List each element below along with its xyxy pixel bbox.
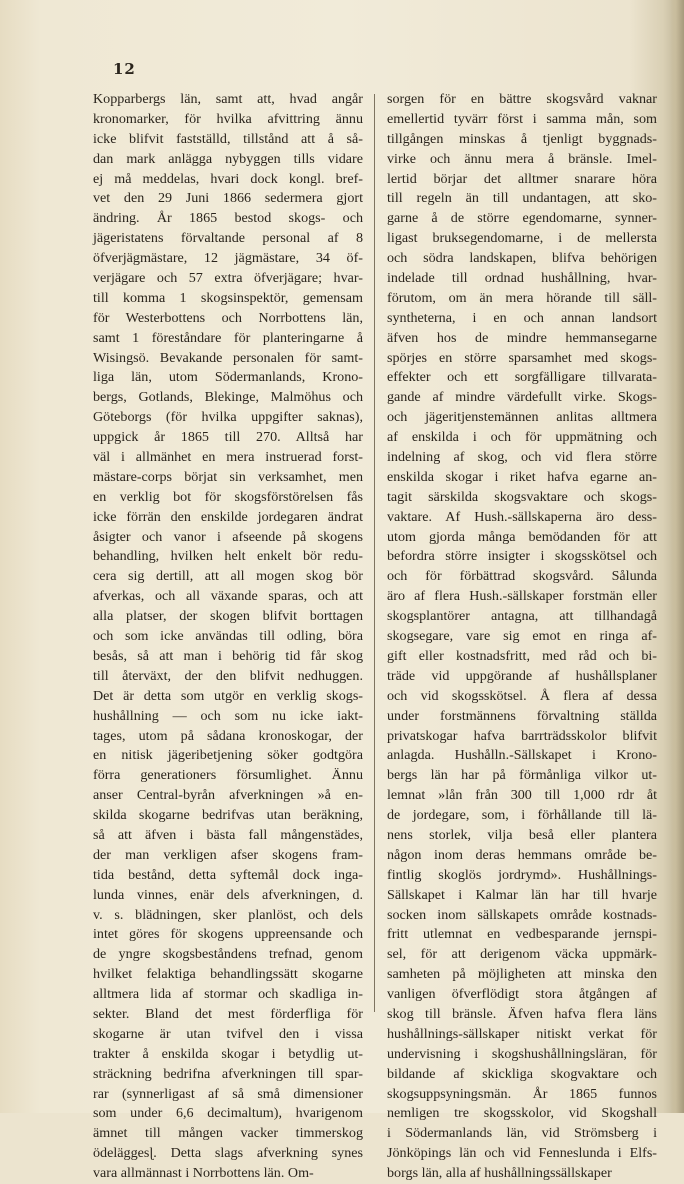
text-line: befordra större insigter i skogsskötsel och: [387, 548, 657, 565]
text-line: liga län, utom Södermanlands, Krono-: [93, 369, 363, 386]
text-line: vet den 29 Juni 1866 sedermera gjort: [93, 190, 363, 207]
text-line: Det är detta som utgör en verklig skogs-: [93, 687, 363, 704]
text-line: dan mark anlägga nybyggen tills vidare: [93, 150, 363, 167]
text-line: hvilket felaktiga behandlingssätt skogarne: [93, 966, 363, 983]
text-line: syntheterna, i en och annan landsort: [387, 309, 657, 326]
text-line: indelning af skog, och vid flera större: [387, 449, 657, 466]
text-line: vanligen öfverflödigt stora åtgången af: [387, 986, 657, 1003]
text-line: trakter å enskilda skogar i betydlig ut-: [93, 1045, 363, 1062]
text-line: för Westerbottens och Norrbottens län,: [93, 309, 363, 326]
text-line: afverkas, och all växande sparas, och att: [93, 588, 363, 605]
text-line: privatskogar hafva barrträdsskolor blifvit: [387, 727, 657, 744]
text-line: anser Central-byrån afverkningen »å en-: [93, 787, 363, 804]
text-line: garne å de större egendomarne, synner-: [387, 210, 657, 227]
column-divider: [374, 94, 375, 1012]
text-line: skogsegare, vare sig emot en ringa af-: [387, 628, 657, 645]
text-line: bergs, Gotlands, Blekinge, Malmöhus och: [93, 389, 363, 406]
text-line: Wisingsö. Bevakande personalen för samt-: [93, 349, 363, 366]
text-line: förutom, om än mera hörande till säll-: [387, 289, 657, 306]
text-line: och som icke användas till odling, böra: [93, 628, 363, 645]
text-line: Kopparbergs län, samt att, hvad angår: [93, 91, 363, 107]
text-line: tages, utom på sådana kronoskogar, der: [93, 727, 363, 744]
text-line: rar (synnerligast af så små dimensioner: [93, 1085, 363, 1102]
text-line: till återväxt, der den blifvit nedhuggen.: [93, 667, 363, 684]
text-line: förra generationers försumlighet. Ännu: [93, 767, 363, 784]
text-line: cera sig dertill, att all mogen skog bör: [93, 568, 363, 585]
text-line: till komma 1 skogsinspektör, gemensam: [93, 289, 363, 306]
text-line: som under 6,6 decimaltum), hvarigenom: [93, 1105, 363, 1122]
text-line: sorgen för en bättre skogsvård vaknar: [387, 91, 657, 107]
text-line: skogarne är utan tvifvel den i vissa: [93, 1025, 363, 1042]
text-line: samheten på möjligheten att minska den: [387, 966, 657, 983]
text-line: utom gjorda många bemödanden för att: [387, 528, 657, 545]
text-line: skogsplantörer antagna, att tillhandagå: [387, 608, 657, 625]
text-line: de yngre skogsbeståndens trefnad, genom: [93, 946, 363, 963]
text-line: alla platser, der skogen blifvit borttagen: [93, 608, 363, 625]
text-line: emellertid tyvärr först i samma mån, som: [387, 110, 657, 127]
text-line: de jordegare, som, i förhållande till lä-: [387, 807, 657, 824]
text-line: ej må meddelas, hvari dock kongl. bref-: [93, 170, 363, 187]
text-line: och vid skogsskötsel. Å flera af dessa: [387, 687, 657, 704]
text-line: tagit särskilda skogsvaktare och skogs-: [387, 488, 657, 505]
text-line: Göteborgs (för hvilka uppgifter saknas),: [93, 409, 363, 426]
text-line: under forstmännens förvaltning ställda: [387, 707, 657, 724]
text-line: äro af flera Hush.-sällskaper forstmän eller: [387, 588, 657, 605]
text-line: hushållnings-sällskaper nitiskt verkat för: [387, 1025, 657, 1042]
text-line: gift eller kostnadsfritt, med råd och bi-: [387, 647, 657, 664]
text-line: enskilda skogar i riket hafva egarne an-: [387, 468, 657, 485]
right-column: [387, 90, 657, 1184]
text-line: ämnet till mången vacker timmerskog: [93, 1125, 363, 1142]
text-line: och jägeritjenstemännen anlitas alltmera: [387, 409, 657, 426]
text-line: effekter och ett sorgfälligare tillvarata-: [387, 369, 657, 386]
text-line: v. s. blädningen, sker planlöst, och dels: [93, 906, 363, 923]
text-line: icke förrän den enskilde jordegaren ändrat: [93, 508, 363, 525]
text-line: gande af mindre värdefullt virke. Skogs-: [387, 389, 657, 406]
text-line: lemnat »lån från 300 till 1,000 rdr åt: [387, 787, 657, 804]
text-line: alltmera lida af stormar och skadliga in-: [93, 986, 363, 1003]
left-column: [93, 90, 363, 1184]
text-line: till regeln än till undantagen, att sko-: [387, 190, 657, 207]
text-line: skog till bränsle. Äfven hafva flera läns: [387, 1005, 657, 1022]
text-line: anlagda. Hushålln.-Sällskapet i Krono-: [387, 747, 657, 764]
text-line: en nitisk jägeribetjening söker godtgöra: [93, 747, 363, 764]
text-line: mästare-corps börjat sin verksamhet, men: [93, 468, 363, 485]
page-edge: [670, 0, 684, 1113]
text-line: virke och ännu mera å bränsle. Imel-: [387, 150, 657, 167]
text-line: besås, så att man i behörig tid får skog: [93, 647, 363, 664]
text-line: hushållning — och som nu icke iakt-: [93, 707, 363, 724]
text-line: socken inom sällskapets område kostnads-: [387, 906, 657, 923]
text-line: tillgången minskas å tjenligt byggnads-: [387, 130, 657, 147]
text-line: lunda vinnes, enär dels afverkningen, d.: [93, 886, 363, 903]
text-line: sekter. Bland det mest förderfliga för: [93, 1005, 363, 1022]
text-line: en verklig bot för skogsförstörelsen fås: [93, 488, 363, 505]
text-line: spörjes en större sparsamhet med skogs-: [387, 349, 657, 366]
text-line: bildande af skickliga skogvaktare och: [387, 1065, 657, 1082]
text-line: och för förbättrad skogsvård. Sålunda: [387, 568, 657, 585]
text-line: fritt utlemnat en vedbesparande jernspi-: [387, 926, 657, 943]
text-line: vaktare. Af Hush.-sällskaperna äro dess-: [387, 508, 657, 525]
text-line: bergs län har på förmånliga vilkor ut-: [387, 767, 657, 784]
text-line: öfverjägmästare, 12 jägmästare, 34 öf-: [93, 250, 363, 267]
text-line: af enskilda i och för uppmätning och: [387, 429, 657, 446]
text-line: skogsuppsyningsmän. År 1865 funnos: [387, 1085, 657, 1102]
text-line: samt 1 föreståndare för planteringarne å: [93, 329, 363, 346]
text-line: indelade till ordnad hushållning, hvar-: [387, 270, 657, 287]
text-line: i Södermanlands län, vid Strömsberg i: [387, 1125, 657, 1142]
text-line: sträckning bedrifna afverkningen till spar-: [93, 1065, 363, 1082]
text-line: ligast bruksegendomarne, i de mellersta: [387, 230, 657, 247]
text-line: ödeläggesɭ. Detta slags afverkning synes: [93, 1145, 363, 1162]
text-line: der man verkligen afser skogens fram-: [93, 846, 363, 863]
text-line: uppgick år 1865 till 270. Alltså har: [93, 429, 363, 446]
text-line: vara allmännast i Norrbottens län. Om-: [93, 1165, 314, 1182]
text-line: borgs län, alla af hushållningssällskaper: [387, 1165, 612, 1182]
text-line: kronomarker, för hvilka afvittring ännu: [93, 110, 363, 127]
text-line: undervisning i skogshushållningsläran, för: [387, 1045, 657, 1062]
text-line: fintlig skoglös jordrymd». Hushållnings-: [387, 866, 657, 883]
page-number: 12: [113, 60, 136, 78]
text-line: äfven hos de mindre hemmansegarne: [387, 329, 657, 346]
text-line: och södra landskapen, blifva behörigen: [387, 250, 657, 267]
text-line: nemligen tre skogsskolor, vid Skogshall: [387, 1105, 657, 1122]
text-line: nens storlek, vilja beså eller plantera: [387, 826, 657, 843]
text-line: tida bestånd, detta syftemål dock inga-: [93, 866, 363, 883]
text-line: lertid börjar det alltmer snarare höra: [387, 170, 657, 187]
text-line: verjägare och 57 extra öfverjägare; hvar-: [93, 270, 363, 287]
text-line: åsigter och vanor i afseende på skogens: [93, 528, 363, 545]
text-line: väl i allmänhet en mera instruerad forst-: [93, 449, 363, 466]
text-line: intet göres för skogens uppreensande och: [93, 926, 363, 943]
text-line: sel, för att derigenom väcka uppmärk-: [387, 946, 657, 963]
text-line: Sällskapet i Kalmar län har till hvarje: [387, 886, 657, 903]
text-line: så att äfven i bästa fall mångenstädes,: [93, 826, 363, 843]
text-line: jägeristatens förvaltande personal af 8: [93, 230, 363, 247]
text-line: träde vid uppgörande af hushållsplaner: [387, 667, 657, 684]
text-line: skilda skogarne bedrifvas utan beräkning,: [93, 807, 363, 824]
text-line: Jönköpings län och vid Fenneslunda i Elfs-: [387, 1145, 657, 1162]
text-line: icke blifvit fastställd, tillstånd att å så-: [93, 130, 363, 147]
text-line: ändring. År 1865 bestod skogs- och: [93, 210, 363, 227]
text-line: någon inom deras hemmans område be-: [387, 846, 657, 863]
text-line: behandling, hvilken helt enkelt bör redu-: [93, 548, 363, 565]
